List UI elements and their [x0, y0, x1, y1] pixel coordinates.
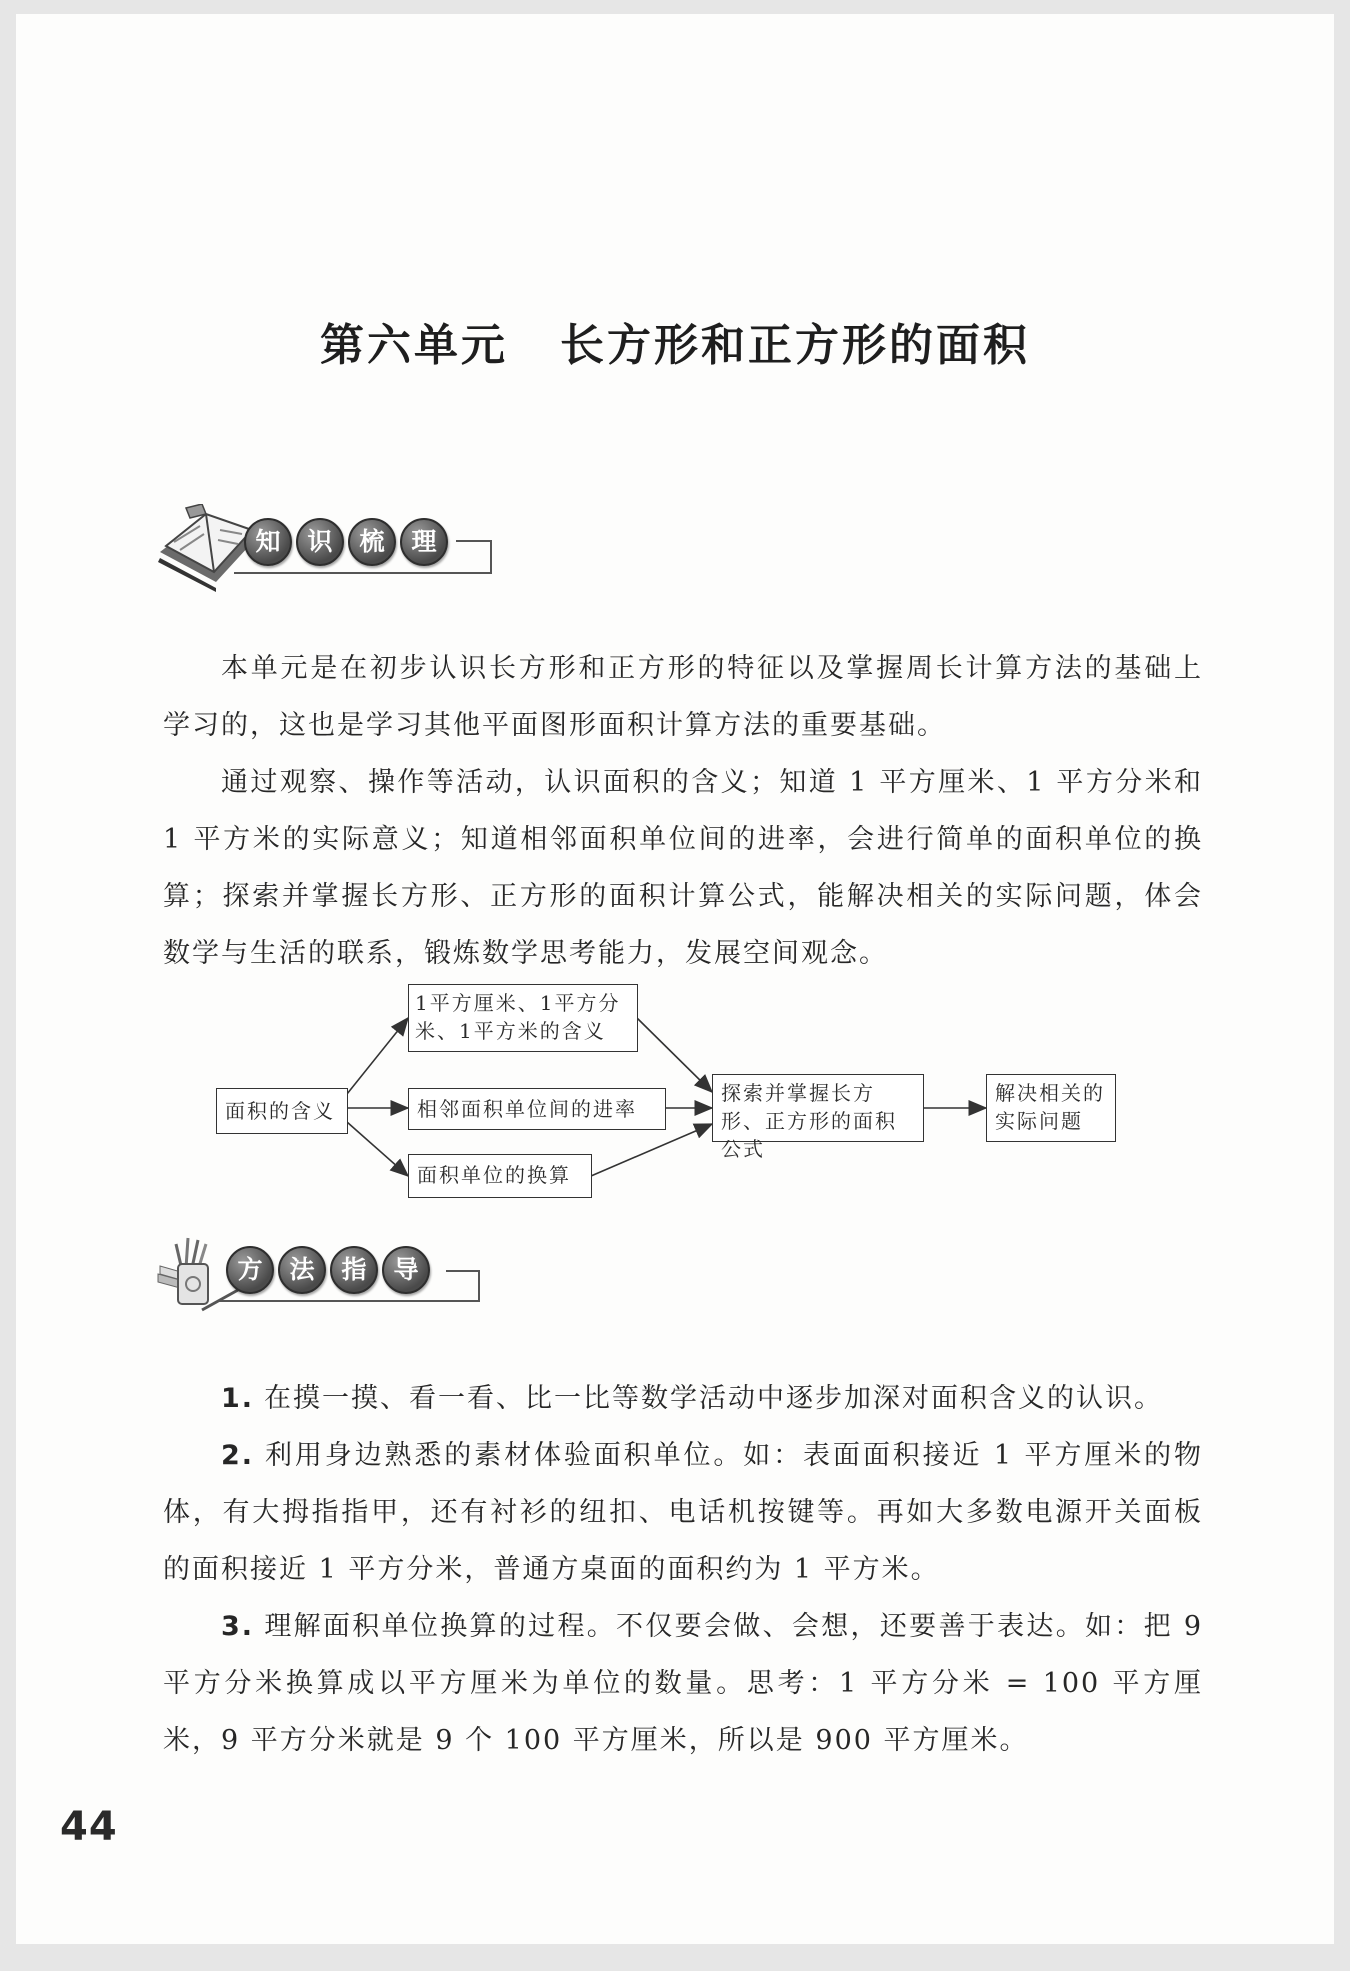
item-text: 利用身边熟悉的素材体验面积单位。如：表面面积接近 1 平方厘米的物体，有大拇指指甲，还有衬衫的纽扣、电话机按键等。再如大多数电源开关面板的面积接近 1 平方分米，普通方桌面的面积约为 1 平方米。: [163, 1440, 1203, 1585]
divider: [218, 1300, 480, 1302]
divider: [446, 1270, 480, 1272]
unit-number: 第六单元: [320, 320, 508, 371]
overview-paragraph-1: 本单元是在初步认识长方形和正方形的特征以及掌握周长计算方法的基础上学习的，这也是学习其他平面图形面积计算方法的重要基础。: [163, 653, 1203, 741]
unit-name: 长方形和正方形的面积: [560, 320, 1030, 371]
method-item-2: [163, 1427, 1203, 1598]
flow-node-area-formula: 探索并掌握长方形、正方形的面积公式: [712, 1074, 924, 1142]
title-char: 导: [382, 1246, 430, 1294]
page: [16, 14, 1334, 1944]
item-text: 理解面积单位换算的过程。不仅要会做、会想，还要善于表达。如：把 9 平方分米换算成以平方厘米为单位的数量。思考：1 平方分米 = 100 平方厘米，9 平方分米就是 9 个 100 平方厘米，所以是 900 平方厘米。: [163, 1611, 1203, 1756]
section-title-knowledge: [244, 518, 448, 566]
title-char: 识: [296, 518, 344, 566]
section-header-method: [156, 1224, 486, 1314]
title-char: 指: [330, 1246, 378, 1294]
arrow: [637, 1018, 712, 1092]
method-item-3: [163, 1598, 1203, 1769]
item-number: 2.: [221, 1440, 255, 1471]
arrow: [347, 1122, 408, 1176]
arrow: [347, 1018, 408, 1094]
title-char: 法: [278, 1246, 326, 1294]
flow-node-conversion-rate: 相邻面积单位间的进率: [408, 1088, 666, 1130]
method-item-1: [163, 1370, 1203, 1427]
divider: [478, 1270, 480, 1302]
divider: [234, 572, 492, 574]
section-title-method: [226, 1246, 430, 1294]
divider: [490, 540, 492, 574]
flow-node-solve-problems: 解决相关的实际问题: [986, 1074, 1116, 1142]
item-number: 1.: [221, 1383, 255, 1414]
title-char: 方: [226, 1246, 274, 1294]
item-text: 在摸一摸、看一看、比一比等数学活动中逐步加深对面积含义的认识。: [264, 1383, 1164, 1414]
overview-paragraph-2: 通过观察、操作等活动，认识面积的含义；知道 1 平方厘米、1 平方分米和 1 平方米的实际意义；知道相邻面积单位间的进率，会进行简单的面积单位的换算；探索并掌握长方形、正方形的面积计算公式，能解决相关的实际问题，体会数学与生活的联系，锻炼数学思考能力，发展空间观念。: [163, 767, 1203, 969]
section-header-knowledge: [156, 504, 496, 594]
divider: [456, 540, 492, 542]
item-number: 3.: [221, 1611, 255, 1642]
title-char: 知: [244, 518, 292, 566]
unit-title: [16, 309, 1334, 373]
flow-node-unit-conversion: 面积单位的换算: [408, 1154, 592, 1198]
title-char: 梳: [348, 518, 396, 566]
title-char: 理: [400, 518, 448, 566]
flow-node-start: 面积的含义: [216, 1088, 348, 1134]
page-number: 44: [60, 1804, 118, 1850]
arrow: [591, 1124, 712, 1176]
flow-node-unit-meaning: 1平方厘米、1平方分米、1平方米的含义: [408, 984, 638, 1052]
